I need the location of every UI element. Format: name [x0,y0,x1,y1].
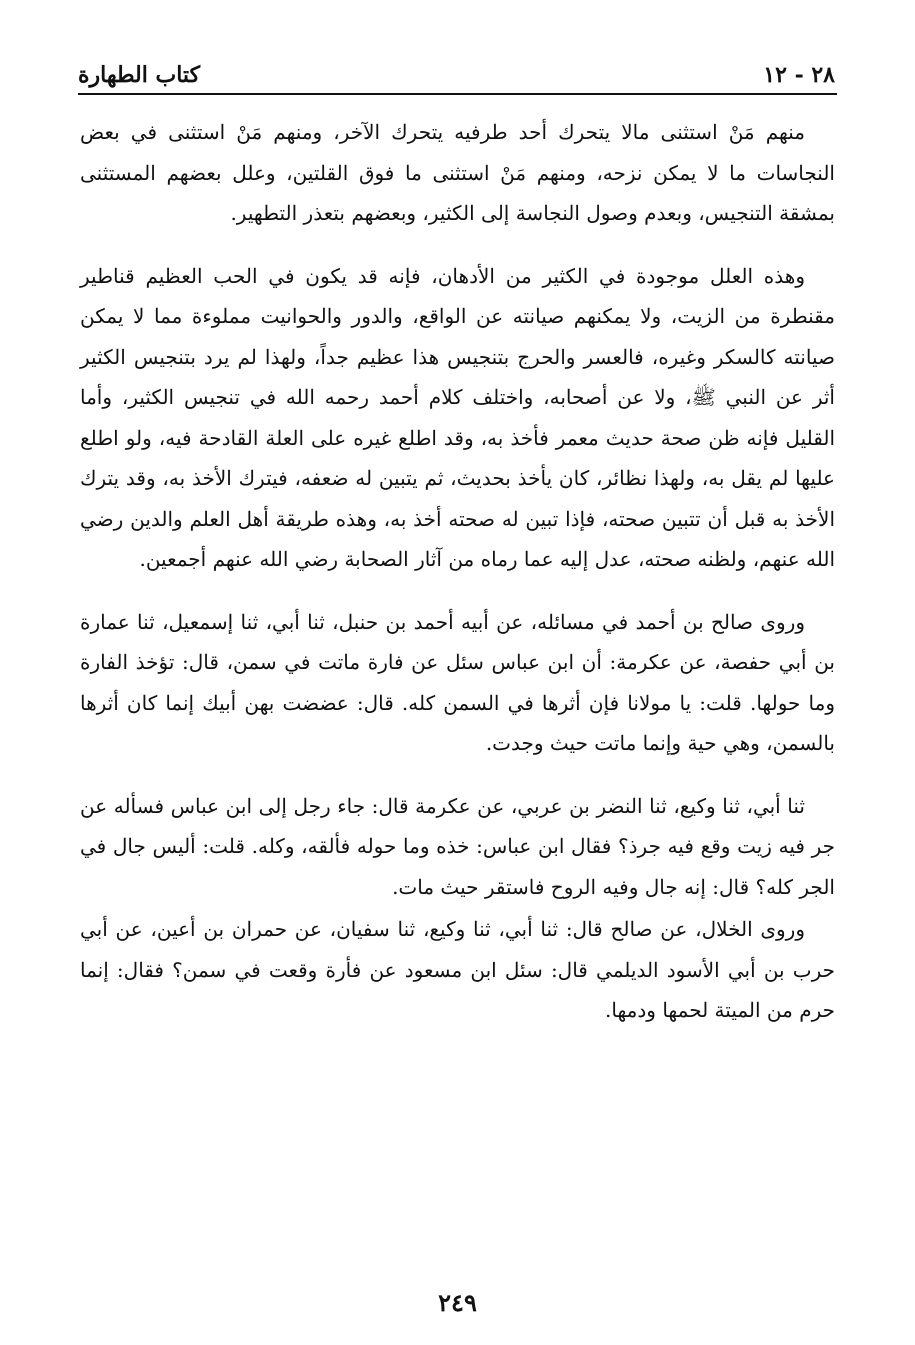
page-range: ٢٨ - ١٢ [763,62,835,88]
main-text [80,112,835,1031]
book-title: كتاب الطهارة [78,62,201,88]
paragraph-4: ثنا أبي، ثنا وكيع، ثنا النضر بن عربي، عن عكرمة قال: جاء رجل إلى ابن عباس فسأله عن جر فيه زيت وقع فيه جرذ؟ فقال ابن عباس: خذه وما حوله فألقه، وكله. قلت: أليس جال في الجر كله؟ قال: إنه جال وفيه الروح فاستقر حيث مات. [80,793,835,899]
paragraph-1: منهم مَنْ استثنى مالا يتحرك أحد طرفيه يتحرك الآخر، ومنهم مَنْ استثنى في بعض النجاسات ما لا يمكن نزحه، ومنهم مَنْ استثنى ما فوق القلتين، وعلل بعضهم المستثنى بمشقة التنجيس، وبعدم وصول النجاسة إلى الكثير، وبعضهم بتعذر التطهير. [80,120,835,225]
header-rule [78,93,837,95]
paragraph-3: وروى صالح بن أحمد في مسائله، عن أبيه أحمد بن حنبل، ثنا أبي، ثنا إسمعيل، ثنا عمارة بن أبي حفصة، عن عكرمة: أن ابن عباس سئل عن فارة ماتت في سمن، قال: تؤخذ الفارة وما حولها. قلت: يا مولانا فإن أثرها في السمن كله. قال: عضضت بهن أبيك إنما كان أثرها بالسمن، وهي حية وإنما ماتت حيث وجدت. [80,609,835,755]
page-number: ٢٤٩ [438,1288,477,1317]
running-header [78,52,835,88]
paragraph-5: وروى الخلال، عن صالح قال: ثنا أبي، ثنا وكيع، ثنا سفيان، عن حمران بن أعين، عن أبي حرب بن أبي الأسود الديلمي قال: سئل ابن مسعود عن فأرة وقعت في سمن؟ فقال: إنما حرم من الميتة لحمها ودمها. [80,917,835,1022]
paragraph-2: وهذه العلل موجودة في الكثير من الأدهان، فإنه قد يكون في الحب العظيم قناطير مقنطرة من الزيت، ولا يمكنهم صيانته عن الواقع، والدور والحوانيت مملوءة مما لا يمكن صيانته كالسكر وغيره، فالعسر والحرج بتنجيس هذا عظيم جداً، ولهذا لم يرد بتنجيس الكثير أثر عن النبي ﷺ، ولا عن أصحابه، واختلف كلام أحمد رحمه الله في تنجيس الكثير، وأما القليل فإنه ظن صحة حديث معمر فأخذ به، وقد اطلع غيره على العلة القادحة فيه، ولو اطلع عليها لم يقل به، ولهذا نظائر، كان يأخذ بحديث، ثم يتبين له ضعفه، فيترك الأخذ به، وقد يترك الأخذ به قبل أن تتبين صحته، فإذا تبين له صحته أخذ به، وهذه طريقة أهل العلم والدين رضي الله عنهم، ولظنه صحته، عدل إليه عما رماه من آثار الصحابة رضي الله عنهم أجمعين. [80,263,835,571]
